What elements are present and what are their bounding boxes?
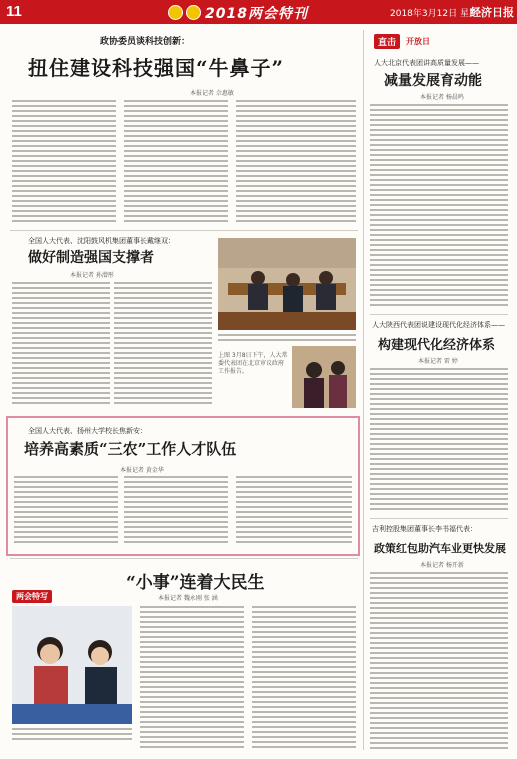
article-separator: [10, 230, 358, 231]
delegates-photo: [292, 346, 356, 408]
page-number: 11: [6, 3, 22, 20]
article1-kicker: 政协委员谈科技创新：: [100, 37, 191, 47]
open-day-tag: 开放日: [406, 36, 430, 46]
photo1-caption: [218, 334, 356, 346]
article1-body-col1: [12, 100, 116, 226]
column-divider: [363, 30, 364, 750]
section-title: 2018两会特刊: [205, 6, 308, 22]
feature-tag: 两会特写: [12, 590, 52, 603]
article1-headline: 扭住建设科技强国“牛鼻子”: [28, 56, 285, 80]
article2-headline: 做好制造强国支撑者: [28, 250, 154, 266]
article1-body-col2: [124, 100, 228, 226]
right-separator-2: [370, 518, 508, 519]
article1-body-col3: [236, 100, 356, 226]
right-article3-kicker: 吉利控股集团董事长李书福代表：: [372, 525, 477, 533]
interview-photo: [12, 606, 132, 724]
article4-headline: “小事”连着大民生: [126, 573, 265, 593]
article1-byline: 本报记者 佘惠敏: [190, 90, 234, 97]
paper-name: 经济日报: [470, 6, 514, 19]
right-article2-kicker: 人大陕西代表团说建设现代化经济体系——: [372, 321, 505, 329]
right-article3-body: [370, 572, 508, 750]
photo-caption: 上图 3月8日下午，人大常委代表团在北京审议政府工作报告。: [218, 352, 288, 375]
article3-byline: 本报记者 黄金华: [120, 467, 164, 474]
article2-body-col2: [114, 282, 212, 408]
article4-body-col2: [252, 606, 356, 750]
article3-kicker: 全国人大代表、扬州大学校长焦新安：: [28, 427, 147, 435]
issue-date: 2018年3月12日 星期一: [390, 9, 487, 19]
right-article1-kicker: 人大北京代表团讲高质量发展——: [374, 59, 479, 67]
article4-body-col1: [140, 606, 244, 750]
meeting-photo: [218, 238, 356, 330]
right-article1-byline: 本报记者 杨晨鸣: [420, 94, 464, 101]
page-header: [0, 0, 517, 24]
article4-byline: 本报记者 魏永刚 张 涵: [158, 595, 218, 602]
direct-tag: 直击: [374, 34, 400, 49]
right-article1-headline: 减量发展育动能: [384, 73, 482, 89]
photo3-caption: [12, 728, 132, 748]
right-article1-body: [370, 104, 508, 310]
article3-headline: 培养高素质“三农”工作人才队伍: [24, 440, 237, 458]
article-separator-2: [10, 558, 358, 559]
article2-body-col1: [12, 282, 110, 408]
article3-body-col2: [124, 476, 228, 548]
article3-body-col3: [236, 476, 352, 548]
article2-byline: 本报记者 孙潜彤: [70, 272, 114, 279]
article2-kicker: 全国人大代表、沈阳鼓风机集团董事长戴继双：: [28, 237, 175, 245]
right-separator-1: [370, 314, 508, 315]
right-article3-headline: 政策红包助汽车业更快发展: [374, 542, 506, 555]
right-article2-byline: 本报记者 雷 婷: [418, 358, 458, 365]
right-article3-byline: 本报记者 杨开新: [420, 562, 464, 569]
party-emblem-icon: [186, 5, 201, 20]
right-article2-body: [370, 368, 508, 514]
right-article2-headline: 构建现代化经济体系: [378, 338, 496, 353]
article3-body-col1: [14, 476, 118, 548]
national-emblem-icon: [168, 5, 183, 20]
